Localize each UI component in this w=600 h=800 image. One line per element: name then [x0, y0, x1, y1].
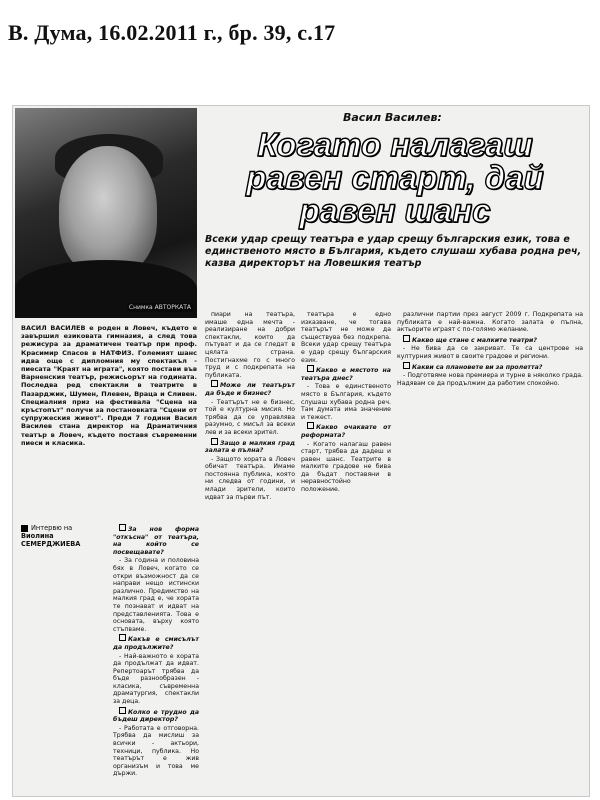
- answer-paragraph: - Защото хората в Ловеч обичат театъра. Имаме постоянна публика, която ни следва от години, и млади зрители, които идват за първи път.: [205, 455, 295, 501]
- interviewer-name: Виолина СЕМЕРДЖИЕВА: [21, 532, 81, 548]
- bio-text: е роден в Ловеч, където е завършил езиковата гимназия, а след това режисура за драматичен театър при проф. Красимир Спасов в НАТФИЗ. Големият шанс идва още с дипломния му спектакъл - пиесата "Краят на играта", която постави във Варненския театър, режисьорът на годината. Последва ред спектакли в театрите в Пазарджик, Шумен, Плевен, Враца и Сливен. Специалния приз на фестивала "Сцена на кръстопът" получи за постановката "Сцени от супружеския живот". Преди 7 години Васил Василев стана директор на Драматичния театър в Ловеч, където поставя съвременни пиеси и класика.: [21, 324, 197, 447]
- question-marker-icon: [403, 335, 410, 342]
- question-marker-icon: [307, 365, 314, 372]
- photo-credit: Снимка АВТОРКАТА: [128, 304, 191, 311]
- question-paragraph: Какви са плановете ви за пролетта?: [397, 362, 583, 372]
- answer-paragraph: - Най-важното е хората да продължат да идват. Репертоарът трябва да бъде разнообразен - класика, съвременна драматургия, спектакли за деца.: [113, 652, 199, 706]
- answer-paragraph: - Работата е отговорна. Трябва да мислиш за всички - актьори, техници, публика. Но театърът е жив организъм и това ме държи.: [113, 724, 199, 778]
- article-column-3: [301, 311, 391, 793]
- question-marker-icon: [119, 707, 126, 714]
- question-paragraph: Защо в малкия град залата е пълна?: [205, 439, 295, 455]
- question-marker-icon: [403, 362, 410, 369]
- author-bio: [21, 324, 197, 447]
- interview-label: Интервю на: [31, 524, 73, 532]
- article-column-2: [205, 311, 295, 793]
- question-marker-icon: [211, 438, 218, 445]
- newspaper-clipping: [12, 105, 590, 797]
- answer-paragraph: - Подготвяме нова премиера и турне в няколко града. Надявам се да продължим да работим спокойно.: [397, 372, 583, 387]
- question-paragraph: Какъв е смисълът да продължите?: [113, 636, 199, 651]
- question-marker-icon: [211, 380, 218, 387]
- question-marker-icon: [119, 524, 126, 531]
- question-marker-icon: [307, 422, 314, 429]
- answer-paragraph: различни партии през август 2009 г. Подкрепата на публиката е най-важна. Когато залата е пълна, актьорите играят с по-голямо желание.: [397, 311, 583, 334]
- answer-paragraph: - Театърът не е бизнес, той е културна мисия. Но трябва да се управлява разумно, с мисъл за всеки лев и за всеки зрител.: [205, 398, 295, 436]
- question-paragraph: Какво очаквате от реформата?: [301, 424, 391, 439]
- answer-paragraph: - Това е единственото място в България, където слушаш хубава родна реч. Там думата има значение и тежест.: [301, 383, 391, 421]
- interview-credit: [21, 524, 111, 548]
- question-paragraph: Какво е мястото на театъра днес?: [301, 367, 391, 382]
- article-column-1: [113, 524, 199, 792]
- bio-name: ВАСИЛ ВАСИЛЕВ: [21, 324, 86, 332]
- answer-paragraph: - Не бива да се закриват. Те са центрове на културния живот в своите градове и региони.: [397, 345, 583, 360]
- question-marker-icon: [119, 634, 126, 641]
- article-author: Васил Василев:: [343, 111, 442, 124]
- answer-paragraph: - Когато налагаш равен старт, трябва да дадеш и равен шанс. Театрите в малките градове не бива да бъдат поставяни в неравностойно положение.: [301, 440, 391, 494]
- newspaper-header: В. Дума, 16.02.2011 г., бр. 39, с.17: [8, 20, 336, 45]
- answer-paragraph: театъра е едно изказване, че тогава театърът не може да съществува без подкрепа. Всеки удар срещу театъра е удар срещу българския език.: [301, 311, 391, 364]
- article-headline: Когато налагаш равен старт, дай равен шанс: [246, 126, 544, 229]
- article-column-4: [397, 311, 583, 793]
- question-paragraph: Колко е трудно да бъдеш директор?: [113, 708, 199, 724]
- article-lead: Всеки удар срещу театъра е удар срещу българския език, това е единственото място в България, където слушаш хубава родна реч, казва директорът на Ловешкия театър: [205, 234, 582, 269]
- answer-paragraph: пиари на театъра, имаше една мечта - реализиране на добри спектакли, които да пътуват и да се гледат в цялата страна. Постигнахме го с много труд и с подкрепата на публиката.: [205, 311, 295, 379]
- question-paragraph: Какво ще стане с малките театри?: [397, 335, 583, 345]
- answer-paragraph: - За година и половина бях в Ловеч, когато се откри възможност да се направи нещо истински различно. Предимство на малкия град е, че хората те познават и идват на представленията. Това е основата, върху която стъпваме.: [113, 557, 199, 633]
- question-paragraph: За нов форма "откъсна" от театъра, на който се посвещавате?: [113, 526, 199, 556]
- question-paragraph: Може ли театърът да бъде и бизнес?: [205, 382, 295, 397]
- square-bullet-icon: [21, 525, 28, 532]
- portrait-photo: [15, 108, 197, 318]
